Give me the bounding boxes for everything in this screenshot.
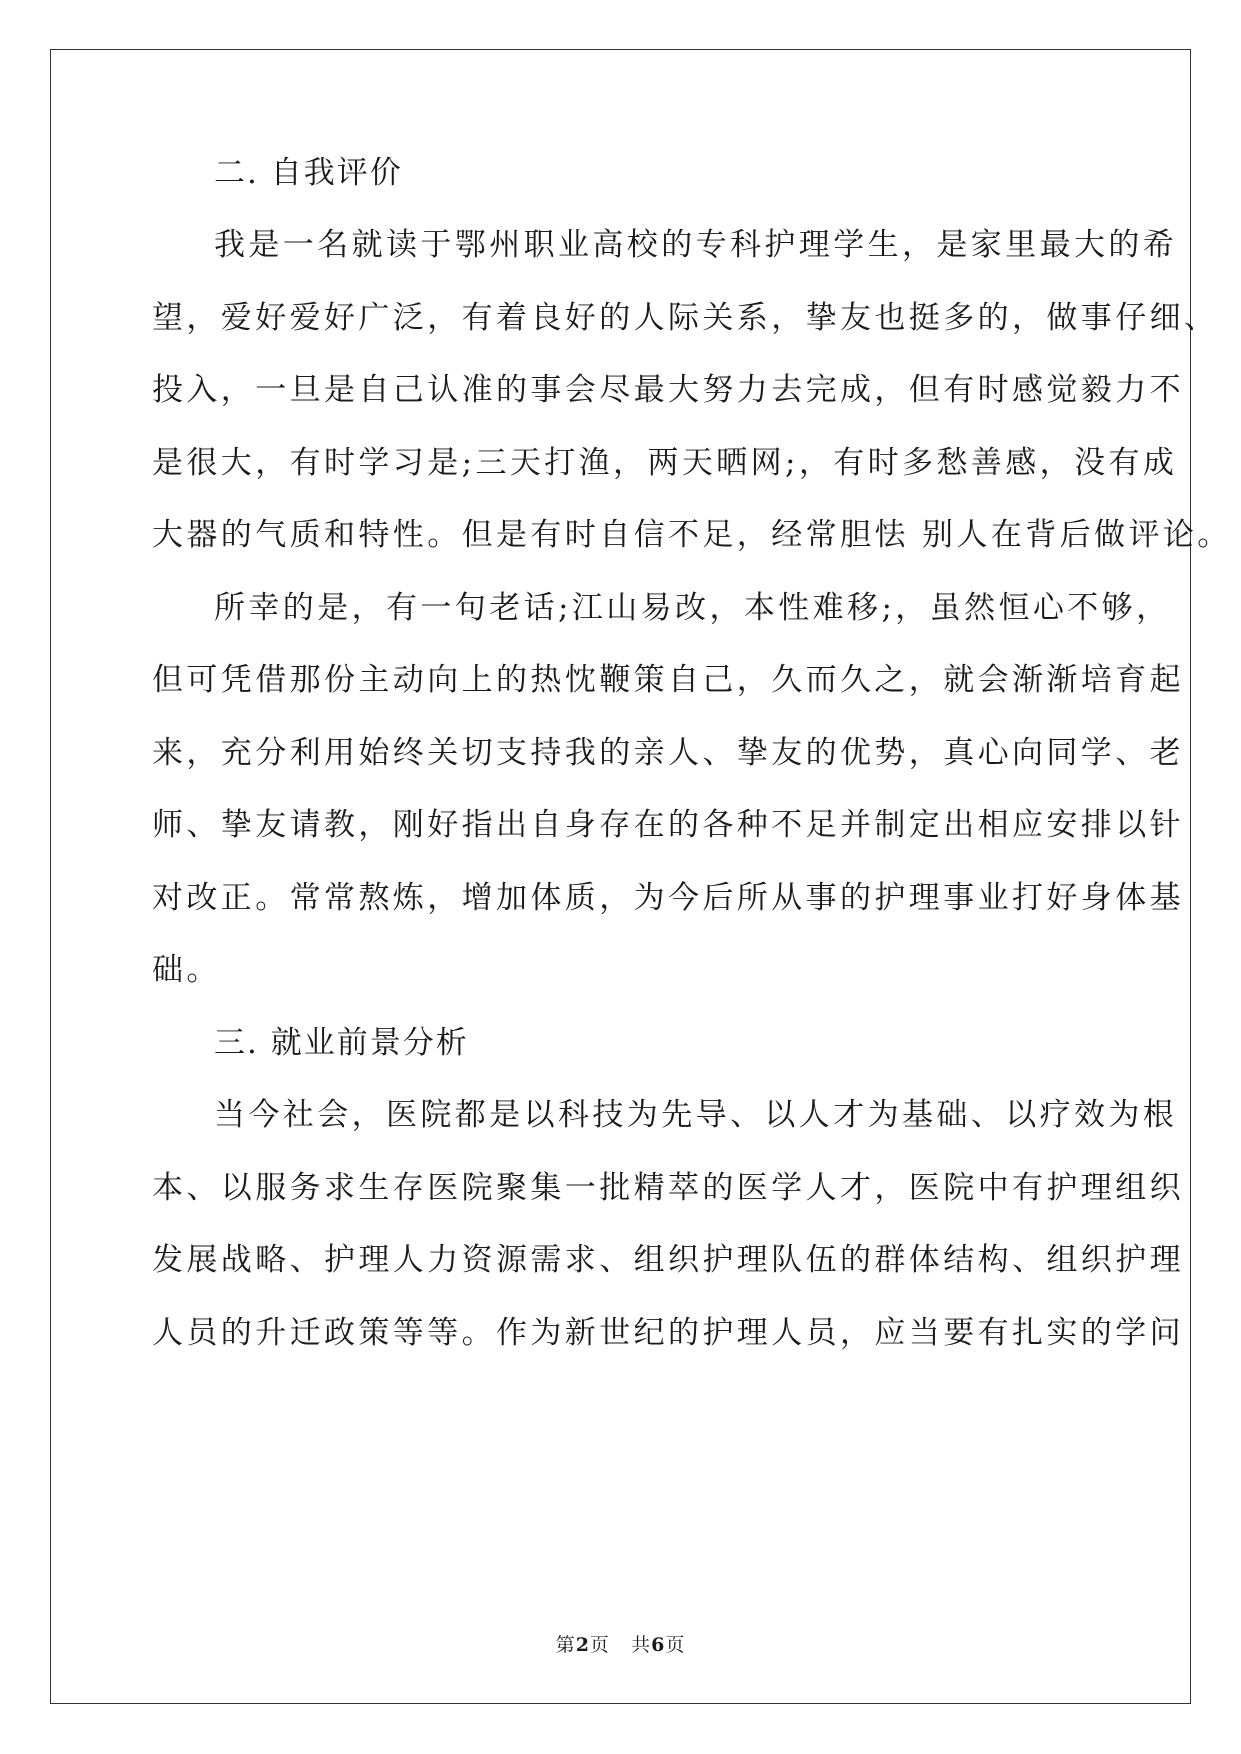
paragraph-line: 来，充分利用始终关切支持我的亲人、挚友的优势，真心向同学、老 [152, 735, 1184, 771]
paragraph-line: 大器的气质和特性。但是有时自信不足，经常胆怯 别人在背后做评论。 [152, 517, 1232, 553]
section-heading: 三. 就业前景分析 [214, 1025, 469, 1061]
paragraph-line: 当今社会，医院都是以科技为先导、以人才为基础、以疗效为根 [214, 1097, 1178, 1133]
paragraph-line: 投入，一旦是自己认准的事会尽最大努力去完成，但有时感觉毅力不 [152, 372, 1184, 408]
page-prefix: 第 [555, 1634, 576, 1656]
paragraph-line: 本、以服务求生存医院聚集一批精萃的医学人才，医院中有护理组织 [152, 1170, 1184, 1206]
paragraph-line: 我是一名就读于鄂州职业高校的专科护理学生，是家里最大的希 [214, 227, 1178, 263]
total-pages: 6 [651, 1634, 666, 1656]
paragraph-line: 但可凭借那份主动向上的热忱鞭策自己，久而久之，就会渐渐培育起 [152, 662, 1184, 698]
paragraph-line: 望，爱好爱好广泛，有着良好的人际关系，挚友也挺多的，做事仔细、 [152, 300, 1219, 336]
page-footer [0, 1633, 1241, 1657]
paragraph-line: 是很大，有时学习是;三天打渔，两天晒网;，有时多愁善感，没有成 [152, 445, 1178, 481]
section-heading: 二. 自我评价 [214, 155, 403, 191]
paragraph-line: 师、挚友请教，刚好指出自身存在的各种不足并制定出相应安排以针 [152, 807, 1184, 843]
paragraph-line: 所幸的是，有一句老话;江山易改，本性难移;，虽然恒心不够， [214, 590, 1171, 626]
paragraph-line: 对改正。常常熬炼，增加体质，为今后所从事的护理事业打好身体基 [152, 880, 1184, 916]
total-prefix: 共 [631, 1634, 652, 1656]
page-number: 2 [575, 1634, 590, 1656]
total-suffix: 页 [665, 1634, 686, 1656]
paragraph-line: 人员的升迁政策等等。作为新世纪的护理人员，应当要有扎实的学问 [152, 1315, 1184, 1351]
paragraph-line: 础。 [152, 952, 221, 988]
paragraph-line: 发展战略、护理人力资源需求、组织护理队伍的群体结构、组织护理 [152, 1242, 1184, 1278]
page-suffix: 页 [589, 1634, 610, 1656]
